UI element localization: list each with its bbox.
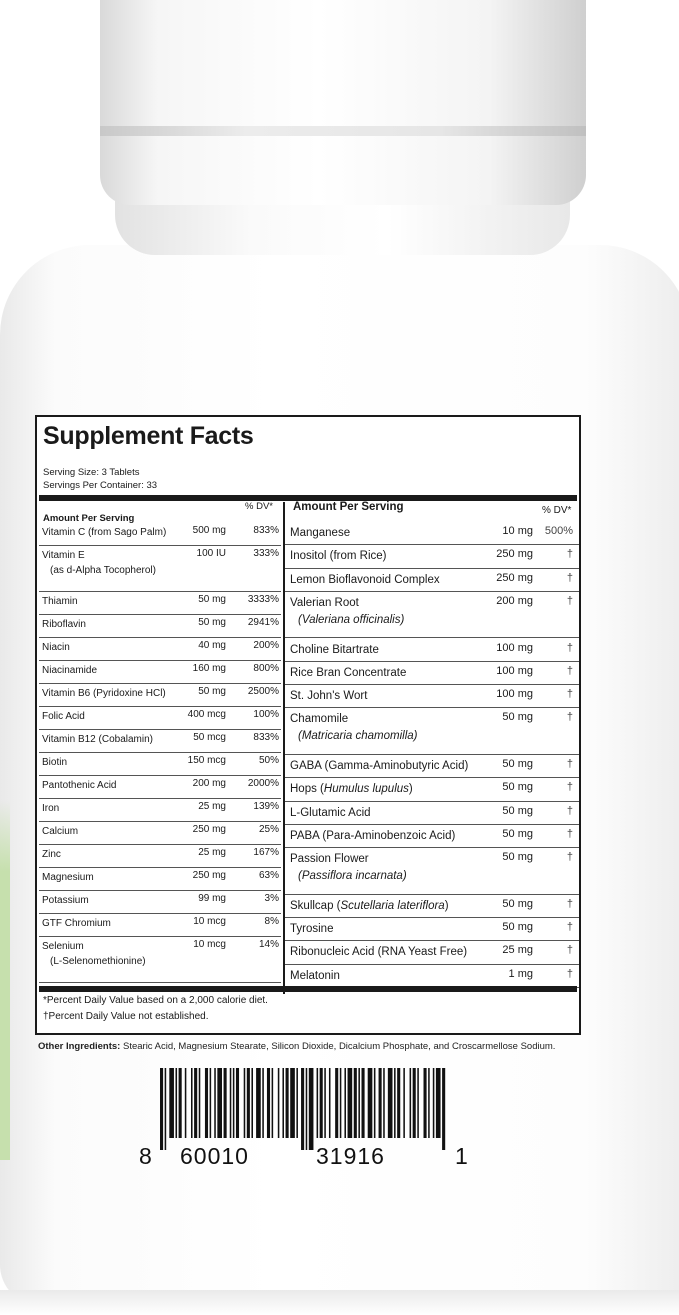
- nutrient-name: Pantothenic Acid: [42, 780, 117, 791]
- nutrient-name: Vitamin B6 (Pyridoxine HCl): [42, 688, 166, 699]
- nutrient-amount: 250 mg: [192, 824, 226, 835]
- barcode-bar: [160, 1068, 163, 1150]
- nutrient-name: Folic Acid: [42, 711, 85, 722]
- nutrient-amount: 40 mg: [198, 640, 226, 651]
- barcode-bar: [374, 1068, 376, 1138]
- nutrient-row: [39, 523, 281, 546]
- nutrient-row: [39, 845, 281, 868]
- supplement-facts-panel: [35, 415, 581, 1035]
- servings-per-container: Servings Per Container: 33: [43, 480, 158, 491]
- barcode: [160, 1068, 448, 1150]
- other-ingredients: [38, 1040, 598, 1053]
- nutrient-amount: 50 mg: [198, 617, 226, 628]
- nutrient-name: Calcium: [42, 826, 79, 837]
- nutrient-name: Tyrosine: [290, 923, 334, 936]
- nutrient-row: [285, 941, 579, 964]
- nutrient-name: Ribonucleic Acid (RNA Yeast Free): [290, 946, 468, 959]
- nutrient-row: [39, 592, 281, 615]
- facts-title: Supplement Facts: [43, 422, 254, 450]
- nutrient-amount: 50 mcg: [193, 732, 226, 743]
- nutrient-row: [39, 615, 281, 638]
- nutrient-amount: 50 mg: [198, 686, 226, 697]
- other-ingredients-text: Stearic Acid, Magnesium Stearate, Silicon Dioxide, Dicalcium Phosphate, and Croscarmellose Sodium.: [120, 1041, 556, 1052]
- nutrient-name: St. John's Wort: [290, 690, 368, 703]
- barcode-bar: [362, 1068, 365, 1138]
- nutrient-row: [285, 918, 579, 941]
- barcode-bar: [236, 1068, 239, 1138]
- nutrient-name: Niacinamide: [42, 665, 98, 676]
- nutrient-dv: 25%: [258, 824, 279, 835]
- left-header-amount: Amount Per Serving: [43, 513, 135, 524]
- nutrient-row: [39, 638, 281, 661]
- nutrient-dv: 14%: [258, 939, 279, 950]
- divider-bottom: [39, 986, 577, 992]
- nutrient-row: [285, 685, 579, 708]
- nutrient-row: [39, 753, 281, 776]
- nutrient-amount: 50 mg: [502, 827, 533, 840]
- nutrient-row: [39, 822, 281, 845]
- nutrient-amount: 250 mg: [496, 571, 533, 584]
- floor-shadow: [0, 1290, 679, 1315]
- nutrient-row: [39, 914, 281, 937]
- nutrient-row: [285, 755, 579, 778]
- nutrient-row: [285, 848, 579, 895]
- barcode-bar: [205, 1068, 208, 1138]
- barcode-bar: [410, 1068, 412, 1138]
- barcode-bar: [424, 1068, 427, 1138]
- nutrient-dv: †: [566, 781, 573, 794]
- nutrient-dv: 167%: [253, 847, 279, 858]
- nutrient-name: Passion Flower (Passiflora incarnata): [290, 853, 407, 883]
- barcode-bar: [436, 1068, 441, 1138]
- barcode-bar: [214, 1068, 216, 1138]
- nutrient-row: [39, 684, 281, 707]
- left-header-dv: % DV*: [245, 501, 273, 512]
- nutrient-row: [285, 592, 579, 639]
- barcode-group-1: 60010: [180, 1143, 249, 1169]
- barcode-bar: [247, 1068, 250, 1138]
- nutrient-dv: 500%: [544, 525, 573, 537]
- nutrient-amount: 25 mg: [502, 944, 533, 957]
- nutrient-dv: †: [566, 711, 573, 724]
- barcode-bar: [383, 1068, 385, 1138]
- nutrient-dv: †: [566, 594, 573, 607]
- barcode-bar: [199, 1068, 201, 1138]
- nutrient-row: [285, 965, 579, 988]
- nutrient-name: Vitamin B12 (Cobalamin): [42, 734, 153, 745]
- barcode-bar: [169, 1068, 174, 1138]
- nutrient-name: Iron: [42, 803, 60, 814]
- barcode-bar: [176, 1068, 178, 1138]
- nutrient-name: Lemon Bioflavonoid Complex: [290, 573, 440, 586]
- nutrient-dv: 833%: [253, 732, 279, 743]
- nutrient-row: [285, 708, 579, 755]
- nutrient-name: Potassium: [42, 895, 89, 906]
- nutrient-amount: 25 mg: [198, 847, 226, 858]
- nutrient-row: [285, 522, 579, 545]
- barcode-bar: [286, 1068, 289, 1138]
- nutrient-name: Rice Bran Concentrate: [290, 666, 407, 679]
- nutrient-dv: 8%: [264, 916, 279, 927]
- nutrient-row: [285, 639, 579, 662]
- nutrient-row: [285, 825, 579, 848]
- nutrient-dv: 139%: [253, 801, 279, 812]
- barcode-bar: [317, 1068, 319, 1138]
- barcode-bar: [282, 1068, 284, 1138]
- nutrient-dv: †: [566, 758, 573, 770]
- barcode-bar: [224, 1068, 227, 1138]
- nutrient-amount: 250 mg: [192, 870, 226, 881]
- nutrient-dv: †: [566, 851, 573, 864]
- nutrient-name: L-Glutamic Acid: [290, 806, 371, 819]
- right-header-amount: Amount Per Serving: [293, 501, 404, 513]
- nutrient-name: Choline Bitartrate: [290, 643, 379, 656]
- nutrient-row: [39, 937, 281, 983]
- nutrient-dv: †: [566, 641, 573, 654]
- nutrient-dv: 800%: [253, 663, 279, 674]
- barcode-bar: [354, 1068, 357, 1138]
- nutrient-name: Riboflavin: [42, 619, 86, 630]
- nutrient-name: Skullcap (Scutellaria lateriflora): [290, 899, 449, 912]
- nutrient-row: [285, 545, 579, 568]
- barcode-bar: [233, 1068, 235, 1138]
- barcode-digit-first: 8: [139, 1143, 153, 1169]
- nutrient-row: [39, 891, 281, 914]
- nutrient-row: [39, 730, 281, 753]
- barcode-bar: [306, 1068, 308, 1150]
- barcode-bar: [191, 1068, 193, 1138]
- nutrient-dv: †: [566, 664, 573, 677]
- nutrient-dv: †: [566, 944, 573, 957]
- nutrient-name: Thiamin: [42, 596, 78, 607]
- nutrient-amount: 100 mg: [496, 688, 533, 701]
- nutrient-name: Selenium (L-Selenomethionine): [42, 941, 146, 967]
- barcode-group-2: 31916: [316, 1143, 385, 1169]
- nutrient-amount: 50 mg: [502, 758, 533, 770]
- nutrient-amount: 50 mg: [502, 921, 533, 934]
- footnote-dv: *Percent Daily Value based on a 2,000 calorie diet.: [43, 995, 268, 1006]
- nutrient-amount: 50 mg: [502, 804, 533, 817]
- barcode-bar: [251, 1068, 253, 1138]
- nutrient-amount: 50 mg: [502, 851, 533, 864]
- nutrient-amount: 400 mcg: [187, 709, 226, 720]
- barcode-bar: [335, 1068, 338, 1138]
- nutrient-row: [285, 895, 579, 918]
- barcode-bar: [324, 1068, 326, 1138]
- barcode-bar: [194, 1068, 197, 1138]
- barcode-bar: [309, 1068, 314, 1150]
- barcode-bar: [329, 1068, 331, 1138]
- nutrient-row: [285, 802, 579, 825]
- nutrient-dv: 3%: [264, 893, 279, 904]
- nutrient-amount: 25 mg: [198, 801, 226, 812]
- barcode-bar: [442, 1068, 445, 1150]
- nutrient-name: GABA (Gamma-Aminobutyric Acid): [290, 760, 469, 772]
- other-ingredients-label: Other Ingredients:: [38, 1041, 121, 1052]
- nutrient-dv: 2941%: [247, 617, 279, 628]
- barcode-bar: [290, 1068, 295, 1138]
- barcode-bar: [256, 1068, 261, 1138]
- barcode-bar: [165, 1068, 167, 1150]
- nutrient-name: Vitamin C (from Sago Palm): [42, 527, 167, 538]
- nutrient-dv: 2500%: [247, 686, 279, 697]
- footnote-dagger: †Percent Daily Value not established.: [43, 1011, 209, 1022]
- nutrient-amount: 10 mg: [502, 525, 533, 537]
- nutrient-name: Manganese: [290, 527, 351, 539]
- barcode-digit-last: 1: [455, 1143, 469, 1169]
- nutrient-dv: 200%: [253, 640, 279, 651]
- nutrient-dv: †: [566, 921, 573, 934]
- bottle-cap: [100, 0, 586, 205]
- nutrient-row: [39, 661, 281, 684]
- barcode-bar: [262, 1068, 264, 1138]
- barcode-bar: [379, 1068, 382, 1138]
- nutrient-dv: 100%: [253, 709, 279, 720]
- barcode-bar: [348, 1068, 353, 1138]
- barcode-bar: [344, 1068, 346, 1138]
- serving-size: Serving Size: 3 Tablets: [43, 467, 140, 478]
- nutrient-amount: 200 mg: [192, 778, 226, 789]
- nutrient-dv: †: [566, 571, 573, 584]
- barcode-bar: [433, 1068, 435, 1138]
- nutrient-name: Chamomile (Matricaria chamomilla): [290, 713, 418, 743]
- nutrient-dv: †: [566, 548, 573, 561]
- nutrient-dv: 3333%: [247, 594, 279, 605]
- nutrient-name: Magnesium: [42, 872, 94, 883]
- nutrient-row: [39, 868, 281, 891]
- nutrient-dv: 63%: [258, 870, 279, 881]
- barcode-bar: [301, 1068, 304, 1150]
- nutrient-name: PABA (Para-Aminobenzoic Acid): [290, 829, 456, 842]
- barcode-bar: [272, 1068, 274, 1138]
- barcode-bar: [340, 1068, 342, 1138]
- nutrient-dv: 833%: [253, 525, 279, 536]
- nutrient-dv: †: [566, 688, 573, 701]
- barcode-bar: [244, 1068, 246, 1138]
- barcode-bar: [397, 1068, 400, 1138]
- cap-ridge: [100, 126, 586, 136]
- nutrient-name: Vitamin E (as d-Alpha Tocopherol): [42, 550, 156, 576]
- nutrient-amount: 10 mcg: [193, 916, 226, 927]
- nutrient-name: GTF Chromium: [42, 918, 111, 929]
- nutrient-row: [39, 776, 281, 799]
- nutrient-name: Melatonin: [290, 969, 340, 982]
- nutrient-row: [39, 546, 281, 592]
- nutrient-row: [285, 778, 579, 801]
- barcode-bar: [230, 1068, 232, 1138]
- nutrient-dv: †: [566, 897, 573, 910]
- barcode-bar: [388, 1068, 393, 1138]
- nutrient-name: Niacin: [42, 642, 70, 653]
- barcode-bar: [417, 1068, 419, 1138]
- nutrient-amount: 100 mg: [496, 641, 533, 654]
- nutrient-amount: 250 mg: [496, 548, 533, 561]
- barcode-bar: [179, 1068, 182, 1138]
- nutrient-amount: 200 mg: [496, 594, 533, 607]
- nutrient-amount: 50 mg: [198, 594, 226, 605]
- barcode-bar: [320, 1068, 323, 1138]
- nutrient-row: [285, 662, 579, 685]
- barcode-bar: [296, 1068, 298, 1138]
- nutrient-name: Inositol (from Rice): [290, 550, 387, 563]
- barcode-bar: [278, 1068, 280, 1138]
- nutrient-amount: 1 mg: [508, 967, 533, 980]
- barcode-bar: [358, 1068, 360, 1138]
- nutrient-amount: 50 mg: [502, 711, 533, 724]
- nutrient-name: Zinc: [42, 849, 61, 860]
- barcode-bar: [413, 1068, 416, 1138]
- nutrient-name: Valerian Root (Valeriana officinalis): [290, 596, 405, 626]
- nutrient-row: [39, 799, 281, 822]
- barcode-bar: [210, 1068, 212, 1138]
- barcode-bar: [368, 1068, 373, 1138]
- nutrient-dv: 333%: [253, 548, 279, 559]
- nutrient-dv: †: [566, 967, 573, 980]
- barcode-bar: [185, 1068, 187, 1138]
- right-header-dv: % DV*: [542, 505, 572, 516]
- nutrient-amount: 160 mg: [192, 663, 226, 674]
- nutrient-amount: 150 mcg: [187, 755, 226, 766]
- nutrient-amount: 50 mg: [502, 897, 533, 910]
- nutrient-dv: †: [566, 827, 573, 840]
- nutrient-dv: 2000%: [247, 778, 279, 789]
- nutrient-amount: 100 IU: [196, 548, 226, 559]
- nutrient-row: [39, 707, 281, 730]
- barcode-bar: [428, 1068, 430, 1138]
- barcode-bar: [267, 1068, 270, 1138]
- nutrient-dv: †: [566, 804, 573, 817]
- nutrient-row: [285, 569, 579, 592]
- nutrient-amount: 100 mg: [496, 664, 533, 677]
- nutrient-name: Hops (Humulus lupulus): [290, 783, 413, 796]
- nutrient-amount: 50 mg: [502, 781, 533, 794]
- barcode-bar: [394, 1068, 396, 1138]
- barcode-bar: [217, 1068, 222, 1138]
- nutrient-amount: 99 mg: [198, 893, 226, 904]
- nutrient-dv: 50%: [258, 755, 279, 766]
- label-green-edge: [0, 800, 10, 1160]
- nutrient-amount: 10 mcg: [193, 939, 226, 950]
- nutrient-amount: 500 mg: [192, 525, 226, 536]
- barcode-bar: [403, 1068, 405, 1138]
- nutrient-name: Biotin: [42, 757, 68, 768]
